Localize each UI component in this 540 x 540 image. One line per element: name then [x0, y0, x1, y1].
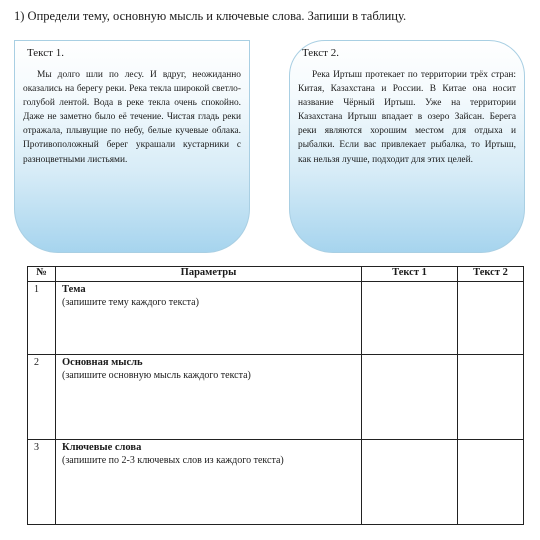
header-text-2: Текст 2	[458, 267, 524, 282]
header-parameters: Параметры	[56, 267, 362, 282]
answer-cell-text-2[interactable]	[458, 282, 524, 355]
answer-cell-text-1[interactable]	[362, 355, 458, 440]
answer-cell-text-1[interactable]	[362, 282, 458, 355]
text-card-1	[14, 40, 250, 253]
parameter-name: Тема	[62, 284, 86, 295]
row-number: 2	[28, 355, 56, 440]
parameters-table	[27, 266, 524, 525]
answer-cell-text-2[interactable]	[458, 355, 524, 440]
text-card-1-body: Мы долго шли по лесу. И вдруг, неожиданно оказались на берегу реки. Река текла широкой светло-голубой лентой. Вода в реке текла очень спокойно. Даже не заметно было её течение. Чистая гладь реки отражала, плывущие по небу, белые кучевые облака. Противоположный берег украшали кустарники с разноцветными листьями.	[23, 70, 241, 165]
parameter-name: Ключевые слова	[62, 442, 142, 453]
parameter-cell	[56, 440, 362, 525]
parameter-name: Основная мысль	[62, 357, 143, 368]
table-row	[28, 440, 524, 525]
answer-cell-text-1[interactable]	[362, 440, 458, 525]
header-text-1: Текст 1	[362, 267, 458, 282]
task-instruction: 1) Определи тему, основную мысль и ключевые слова. Запиши в таблицу.	[14, 9, 407, 23]
parameter-cell	[56, 355, 362, 440]
table-header-row	[28, 267, 524, 282]
parameter-hint: (запишите тему каждого текста)	[62, 297, 199, 308]
text-card-2-title: Текст 2.	[302, 47, 339, 59]
header-number: №	[28, 267, 56, 282]
parameter-cell	[56, 282, 362, 355]
text-card-2	[289, 40, 525, 253]
row-number: 1	[28, 282, 56, 355]
parameter-hint: (запишите основную мысль каждого текста)	[62, 370, 251, 381]
answer-cell-text-2[interactable]	[458, 440, 524, 525]
table-row	[28, 355, 524, 440]
text-card-2-body: Река Иртыш протекает по территории трёх стран: Китая, Казахстана и России. В Китае она носит название Чёрный Иртыш. Уже на территории Казахстана Иртыш впадает в озеро Зайсан. Берега реки являются хорошим местом для отдыха и рыбалки. Если вас привлекает рыбалка, то Иртыш, как нельзя лучше, подходит для этих целей.	[298, 70, 516, 165]
text-card-1-title: Текст 1.	[27, 47, 64, 59]
parameter-hint: (запишите по 2-3 ключевых слов из каждого текста)	[62, 455, 284, 466]
table-row	[28, 282, 524, 355]
row-number: 3	[28, 440, 56, 525]
